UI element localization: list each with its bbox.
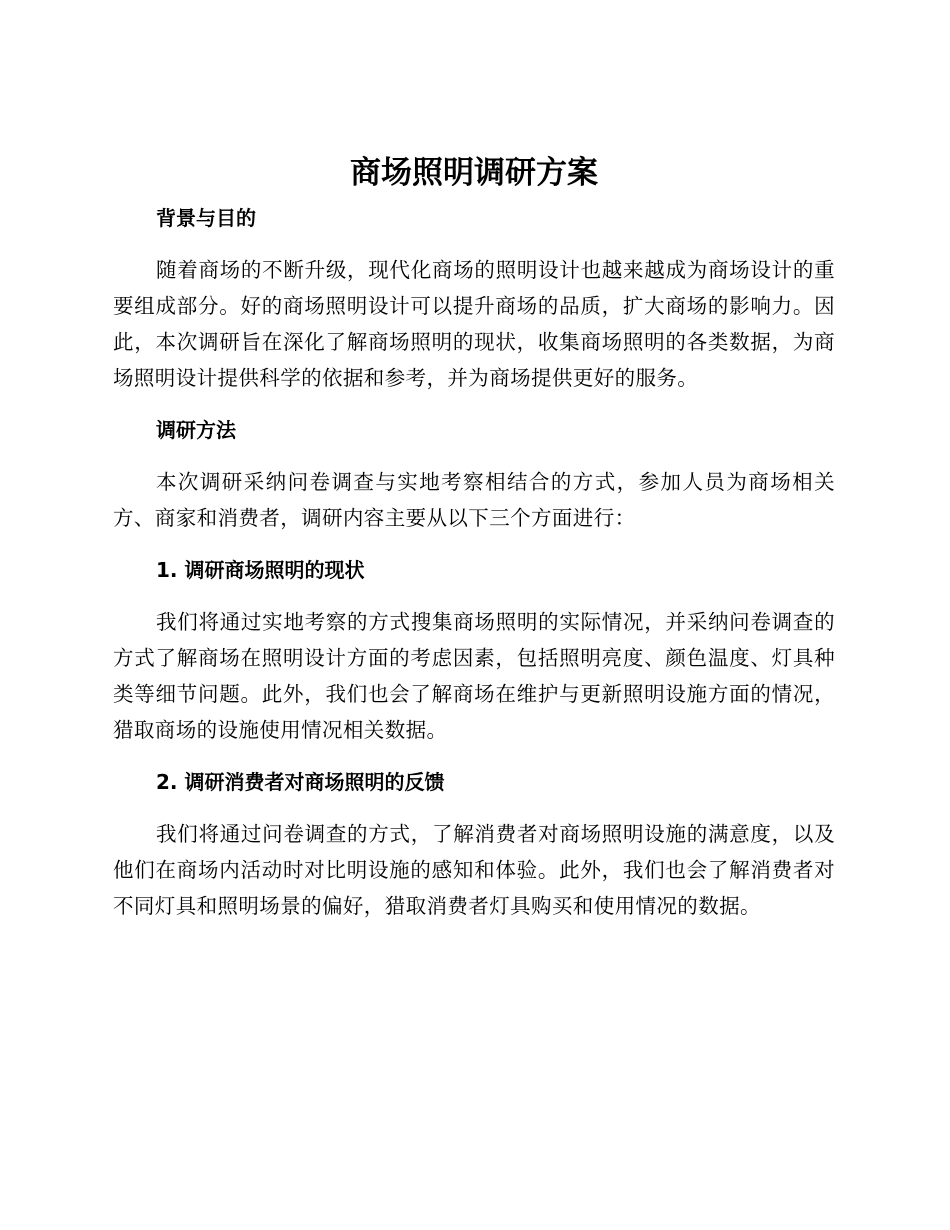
document-body — [113, 150, 835, 924]
section-paragraph-background: 随着商场的不断升级，现代化商场的照明设计也越来越成为商场设计的重要组成部分。好的商场照明设计可以提升商场的品质，扩大商场的影响力。因此，本次调研旨在深化了解商场照明的现状，收集商场照明的各类数据，为商场照明设计提供科学的依据和参考，并为商场提供更好的服务。 — [113, 258, 835, 390]
document-title: 商场照明调研方案 — [350, 155, 598, 191]
section-heading-status: 1. 调研商场照明的现状 — [156, 558, 365, 582]
section-paragraph-method: 本次调研采纳问卷调查与实地考察相结合的方式，参加人员为商场相关方、商家和消费者，调研内容主要从以下三个方面进行： — [113, 470, 835, 530]
section-heading-background: 背景与目的 — [156, 206, 256, 230]
section-heading-feedback: 2. 调研消费者对商场照明的反馈 — [156, 770, 445, 794]
section-paragraph-status: 我们将通过实地考察的方式搜集商场照明的实际情况，并采纳问卷调查的方式了解商场在照明设计方面的考虑因素，包括照明亮度、颜色温度、灯具种类等细节问题。此外，我们也会了解商场在维护与更新照明设施方面的情况，猎取商场的设施使用情况相关数据。 — [113, 610, 835, 742]
section-heading-method: 调研方法 — [156, 418, 236, 442]
section-paragraph-feedback: 我们将通过问卷调查的方式，了解消费者对商场照明设施的满意度，以及他们在商场内活动时对比明设施的感知和体验。此外，我们也会了解消费者对不同灯具和照明场景的偏好，猎取消费者灯具购买和使用情况的数据。 — [113, 822, 835, 918]
